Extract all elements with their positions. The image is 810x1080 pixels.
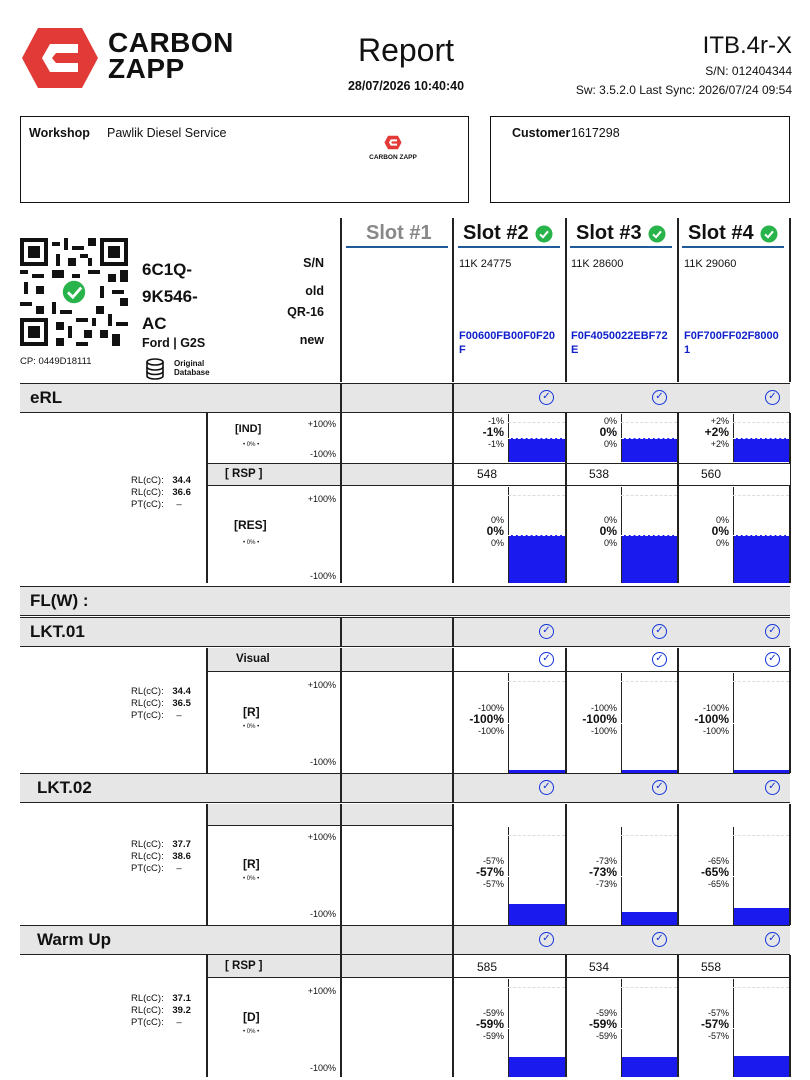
zero-guide-line	[733, 438, 789, 439]
ind-label: [IND]	[235, 423, 262, 435]
zero-guide-line	[733, 1028, 789, 1029]
top-guide-line	[508, 681, 565, 682]
slot-4-underline	[682, 246, 784, 248]
result-percent: -59% -59% -59%	[588, 1008, 617, 1041]
result-percent: -100% -100% -100%	[469, 703, 504, 736]
result-bar	[622, 912, 677, 925]
result-bar	[622, 770, 677, 773]
result-percent: -65% -65% -65%	[700, 856, 729, 889]
section-lkt02-title: LKT.02	[37, 778, 92, 797]
workshop-label: Workshop	[29, 126, 90, 140]
top-guide-line	[508, 495, 565, 496]
top-guide-line	[733, 495, 789, 496]
status-check-icon: ✓	[652, 624, 667, 639]
warmup-rsp-slot-4: 558	[701, 960, 722, 974]
qr-code-icon	[20, 238, 128, 346]
report-title: Report	[357, 32, 455, 68]
scale-plus: +100%	[307, 419, 336, 429]
customer-label: Customer	[512, 126, 571, 140]
section-lkt01	[20, 617, 790, 647]
section-erl-title: eRL	[30, 388, 63, 407]
warmup-measurements: RL(cC): 37.1 RL(cC): 39.2 PT(cC): –	[131, 993, 191, 1028]
slot-3-underline	[570, 246, 672, 248]
status-check-icon: ✓	[765, 652, 780, 667]
top-guide-line	[621, 681, 677, 682]
zero-guide-line	[733, 723, 789, 724]
top-guide-line	[733, 681, 789, 682]
carbon-zapp-logo-icon	[20, 26, 100, 90]
database-label: Original Database	[174, 359, 210, 377]
new-label: new	[299, 333, 324, 347]
scale-minus: -100%	[309, 757, 336, 767]
workshop-name: Pawlik Diesel Service	[107, 126, 227, 140]
database-icon	[144, 358, 166, 380]
section-lkt02	[20, 773, 790, 803]
rsp-slot-4: 560	[701, 467, 722, 481]
result-percent: -1% -1% -1%	[482, 416, 504, 449]
result-bar	[734, 770, 789, 773]
check-icon	[535, 225, 553, 243]
status-check-icon: ✓	[652, 652, 667, 667]
workshop-logo-icon	[384, 135, 402, 150]
old-label: old	[305, 284, 324, 298]
top-guide-line	[621, 495, 677, 496]
top-guide-line	[733, 987, 789, 988]
slot-3-header: Slot #3	[576, 222, 666, 246]
result-bar	[509, 535, 565, 583]
top-guide-line	[733, 835, 789, 836]
status-check-icon: ✓	[765, 932, 780, 947]
d-label: [D]	[243, 1010, 260, 1024]
zero-guide-line	[621, 535, 677, 536]
top-guide-line	[508, 422, 565, 423]
slot-4-header: Slot #4	[688, 222, 778, 246]
zero-guide-line	[508, 535, 565, 536]
injector-brand: Ford | G2S	[142, 336, 206, 350]
result-bar	[509, 1057, 565, 1077]
scale-minus: -100%	[309, 571, 336, 581]
zero-marker: • 0% •	[243, 876, 260, 882]
visual-label: Visual	[236, 653, 270, 665]
rsp-label: [ RSP ]	[225, 468, 263, 480]
zero-guide-line	[733, 535, 789, 536]
r-label: [R]	[243, 705, 260, 719]
rsp-slot-2: 548	[477, 467, 498, 481]
slot-2-sn: 11K 24775	[459, 258, 512, 270]
top-guide-line	[508, 835, 565, 836]
result-bar	[734, 908, 789, 925]
result-percent: -59% -59% -59%	[475, 1008, 504, 1041]
scale-plus: +100%	[307, 986, 336, 996]
zero-guide-line	[621, 438, 677, 439]
check-icon	[648, 225, 666, 243]
result-percent: +2% +2% +2%	[704, 416, 729, 449]
zero-guide-line	[621, 876, 677, 877]
top-guide-line	[733, 422, 789, 423]
rsp-slot-3: 538	[589, 467, 610, 481]
status-check-icon: ✓	[765, 390, 780, 405]
section-flw	[20, 586, 790, 616]
zero-guide-line	[508, 1028, 565, 1029]
result-bar	[509, 770, 565, 773]
r-label: [R]	[243, 857, 260, 871]
slot-3-sn: 11K 28600	[571, 258, 624, 270]
section-flw-title: FL(W) :	[30, 591, 89, 610]
zero-guide-line	[621, 1028, 677, 1029]
slot-4-sn: 11K 29060	[684, 258, 737, 270]
zero-guide-line	[621, 723, 677, 724]
res-label: [RES]	[234, 518, 267, 532]
slot-4-code: F0F700FF02F8000 1	[684, 330, 779, 356]
slot-1-underline	[346, 246, 448, 248]
rsp-label: [ RSP ]	[225, 960, 263, 972]
top-guide-line	[508, 987, 565, 988]
result-bar	[622, 1057, 677, 1077]
lkt02-measurements: RL(cC): 37.7 RL(cC): 38.6 PT(cC): –	[131, 839, 191, 874]
status-check-icon: ✓	[539, 390, 554, 405]
status-check-icon: ✓	[652, 390, 667, 405]
lkt02-sub-row	[206, 804, 452, 826]
result-bar	[509, 438, 565, 462]
result-percent: -57% -57% -57%	[700, 1008, 729, 1041]
zero-marker: • 0% •	[243, 442, 260, 448]
top-guide-line	[621, 422, 677, 423]
status-check-icon: ✓	[539, 780, 554, 795]
scale-minus: -100%	[309, 1063, 336, 1073]
status-check-icon: ✓	[652, 932, 667, 947]
zero-guide-line	[508, 723, 565, 724]
customer-id: 1617298	[571, 126, 620, 140]
result-percent: -57% -57% -57%	[475, 856, 504, 889]
zero-marker: • 0% •	[243, 724, 260, 730]
report-datetime: 28/07/2026 10:40:40	[347, 79, 465, 93]
top-guide-line	[621, 835, 677, 836]
result-percent: -100% -100% -100%	[694, 703, 729, 736]
slot-1-header: Slot #1	[366, 222, 432, 244]
top-guide-line	[621, 987, 677, 988]
workshop-box	[20, 116, 469, 203]
lkt01-measurements: RL(cC): 34.4 RL(cC): 36.5 PT(cC): –	[131, 686, 191, 721]
section-erl	[20, 383, 790, 413]
warmup-rsp-slot-2: 585	[477, 960, 498, 974]
result-bar	[509, 904, 565, 925]
zero-guide-line	[733, 876, 789, 877]
injector-part-number: 6C1Q- 9K546- AC	[142, 260, 198, 333]
device-serial: S/N: 012404344	[705, 64, 792, 78]
check-icon	[760, 225, 778, 243]
customer-box	[490, 116, 790, 203]
result-bar	[622, 438, 677, 462]
result-bar	[734, 1056, 789, 1077]
status-check-icon: ✓	[765, 624, 780, 639]
device-software: Sw: 3.5.2.0 Last Sync: 2026/07/24 09:54	[575, 83, 792, 97]
erl-measurements: RL(cC): 34.4 RL(cC): 36.6 PT(cC): –	[131, 475, 191, 510]
cp-number: CP: 0449D18111	[20, 356, 92, 367]
scale-plus: +100%	[307, 494, 336, 504]
workshop-mini-logo: CARBON ZAPP	[369, 154, 417, 161]
result-percent: 0% 0% 0%	[486, 515, 504, 548]
result-bar	[734, 438, 789, 462]
slot-2-code: F00600FB00F0F20 F	[459, 330, 555, 356]
slot-3-code: F0F4050022EBF72 E	[571, 330, 668, 356]
section-lkt01-title: LKT.01	[30, 622, 85, 641]
warmup-rsp-slot-3: 534	[589, 960, 610, 974]
scale-plus: +100%	[307, 832, 336, 842]
zero-guide-line	[508, 876, 565, 877]
status-check-icon: ✓	[539, 932, 554, 947]
scale-plus: +100%	[307, 680, 336, 690]
status-check-icon: ✓	[652, 780, 667, 795]
scale-minus: -100%	[309, 449, 336, 459]
device-name: ITB.4r-X	[702, 32, 792, 59]
status-check-icon: ✓	[539, 652, 554, 667]
result-percent: 0% 0% 0%	[599, 515, 617, 548]
zero-marker: • 0% •	[243, 1029, 260, 1035]
qr-label: QR-16	[287, 305, 324, 319]
result-percent: 0% 0% 0%	[599, 416, 617, 449]
slot-2-underline	[458, 246, 560, 248]
result-bar	[622, 535, 677, 583]
zero-marker: • 0% •	[243, 540, 260, 546]
section-warmup-title: Warm Up	[37, 930, 111, 949]
result-percent: 0% 0% 0%	[711, 515, 729, 548]
zero-guide-line	[508, 438, 565, 439]
result-bar	[734, 535, 789, 583]
status-check-icon: ✓	[765, 780, 780, 795]
section-warmup	[20, 925, 790, 955]
status-check-icon: ✓	[539, 624, 554, 639]
sn-label: S/N	[303, 256, 324, 270]
result-percent: -73% -73% -73%	[588, 856, 617, 889]
scale-minus: -100%	[309, 909, 336, 919]
brand-wordmark: CARBON ZAPP	[108, 27, 234, 84]
result-percent: -100% -100% -100%	[582, 703, 617, 736]
slot-2-header: Slot #2	[463, 222, 553, 246]
